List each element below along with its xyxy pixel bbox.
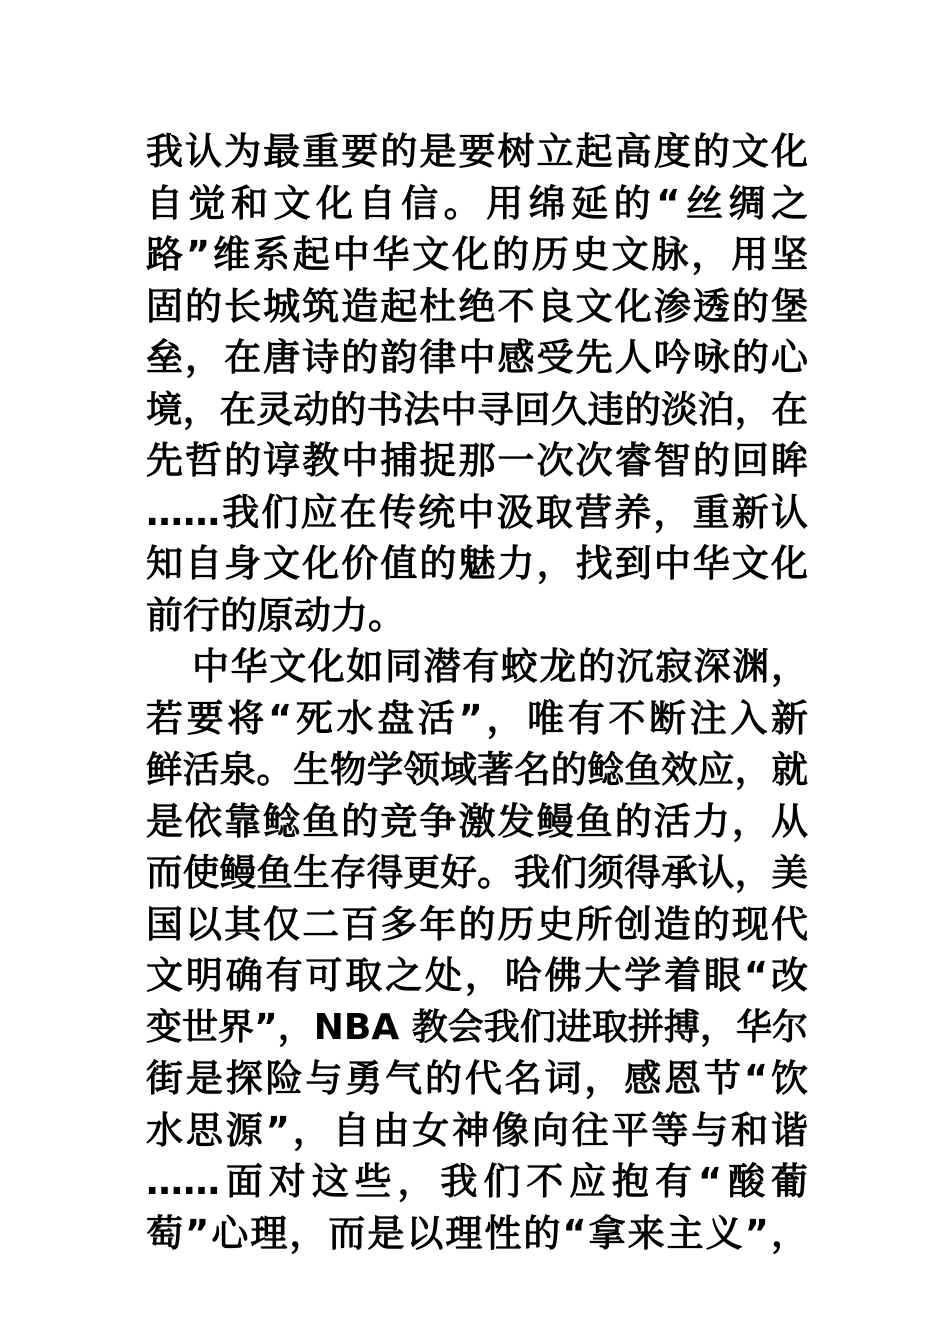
text-line: 变世界”，NBA 教会我们进取拼搏，华尔 (146, 1006, 808, 1048)
text-line: 中华文化如同潜有蛟龙的沉寂深渊， (192, 645, 808, 688)
text-line: 固的长城筑造起杜绝不良文化渗透的堡 (146, 284, 808, 328)
text-line: ……我们应在传统中汲取营养，重新认 (146, 490, 808, 534)
text-line: 街是探险与勇气的代名词，感恩节“饮 (146, 1057, 808, 1100)
text-line: 而使鳗鱼生存得更好。我们须得承认，美 (146, 851, 808, 894)
paragraph-2 (146, 641, 808, 1259)
text-line: 垒，在唐诗的韵律中感受先人吟咏的心 (146, 336, 808, 379)
body-text (146, 126, 808, 1259)
text-line: ……面对这些，我们不应抱有“酸葡 (146, 1160, 808, 1203)
text-line: 自觉和文化自信。用绵延的“丝绸之 (146, 181, 808, 225)
text-line: 先哲的谆教中捕捉那一次次睿智的回眸 (146, 439, 808, 482)
text-line: 萄”心理，而是以理性的“拿来主义”， (146, 1211, 808, 1255)
text-line: 水思源”，自由女神像向往平等与和谐 (146, 1108, 808, 1152)
text-line: 文明确有可取之处，哈佛大学着眼“改 (146, 954, 808, 997)
text-line: 路”维系起中华文化的历史文脉，用坚 (146, 233, 808, 276)
paragraph-1 (146, 126, 808, 641)
text-line: 国以其仅二百多年的历史所创造的现代 (146, 902, 808, 946)
text-line: 我认为最重要的是要树立起高度的文化 (146, 130, 808, 173)
text-line: 境，在灵动的书法中寻回久违的淡泊，在 (146, 387, 808, 431)
text-line: 鲜活泉。生物学领域著名的鲶鱼效应，就 (146, 748, 808, 791)
text-line: 是依靠鲶鱼的竞争激发鳗鱼的活力，从 (146, 799, 808, 843)
text-line: 若要将“死水盘活”，唯有不断注入新 (146, 696, 808, 740)
text-line: 前行的原动力。 (146, 593, 405, 637)
text-line: 知自身文化价值的魅力，找到中华文化 (146, 542, 808, 585)
